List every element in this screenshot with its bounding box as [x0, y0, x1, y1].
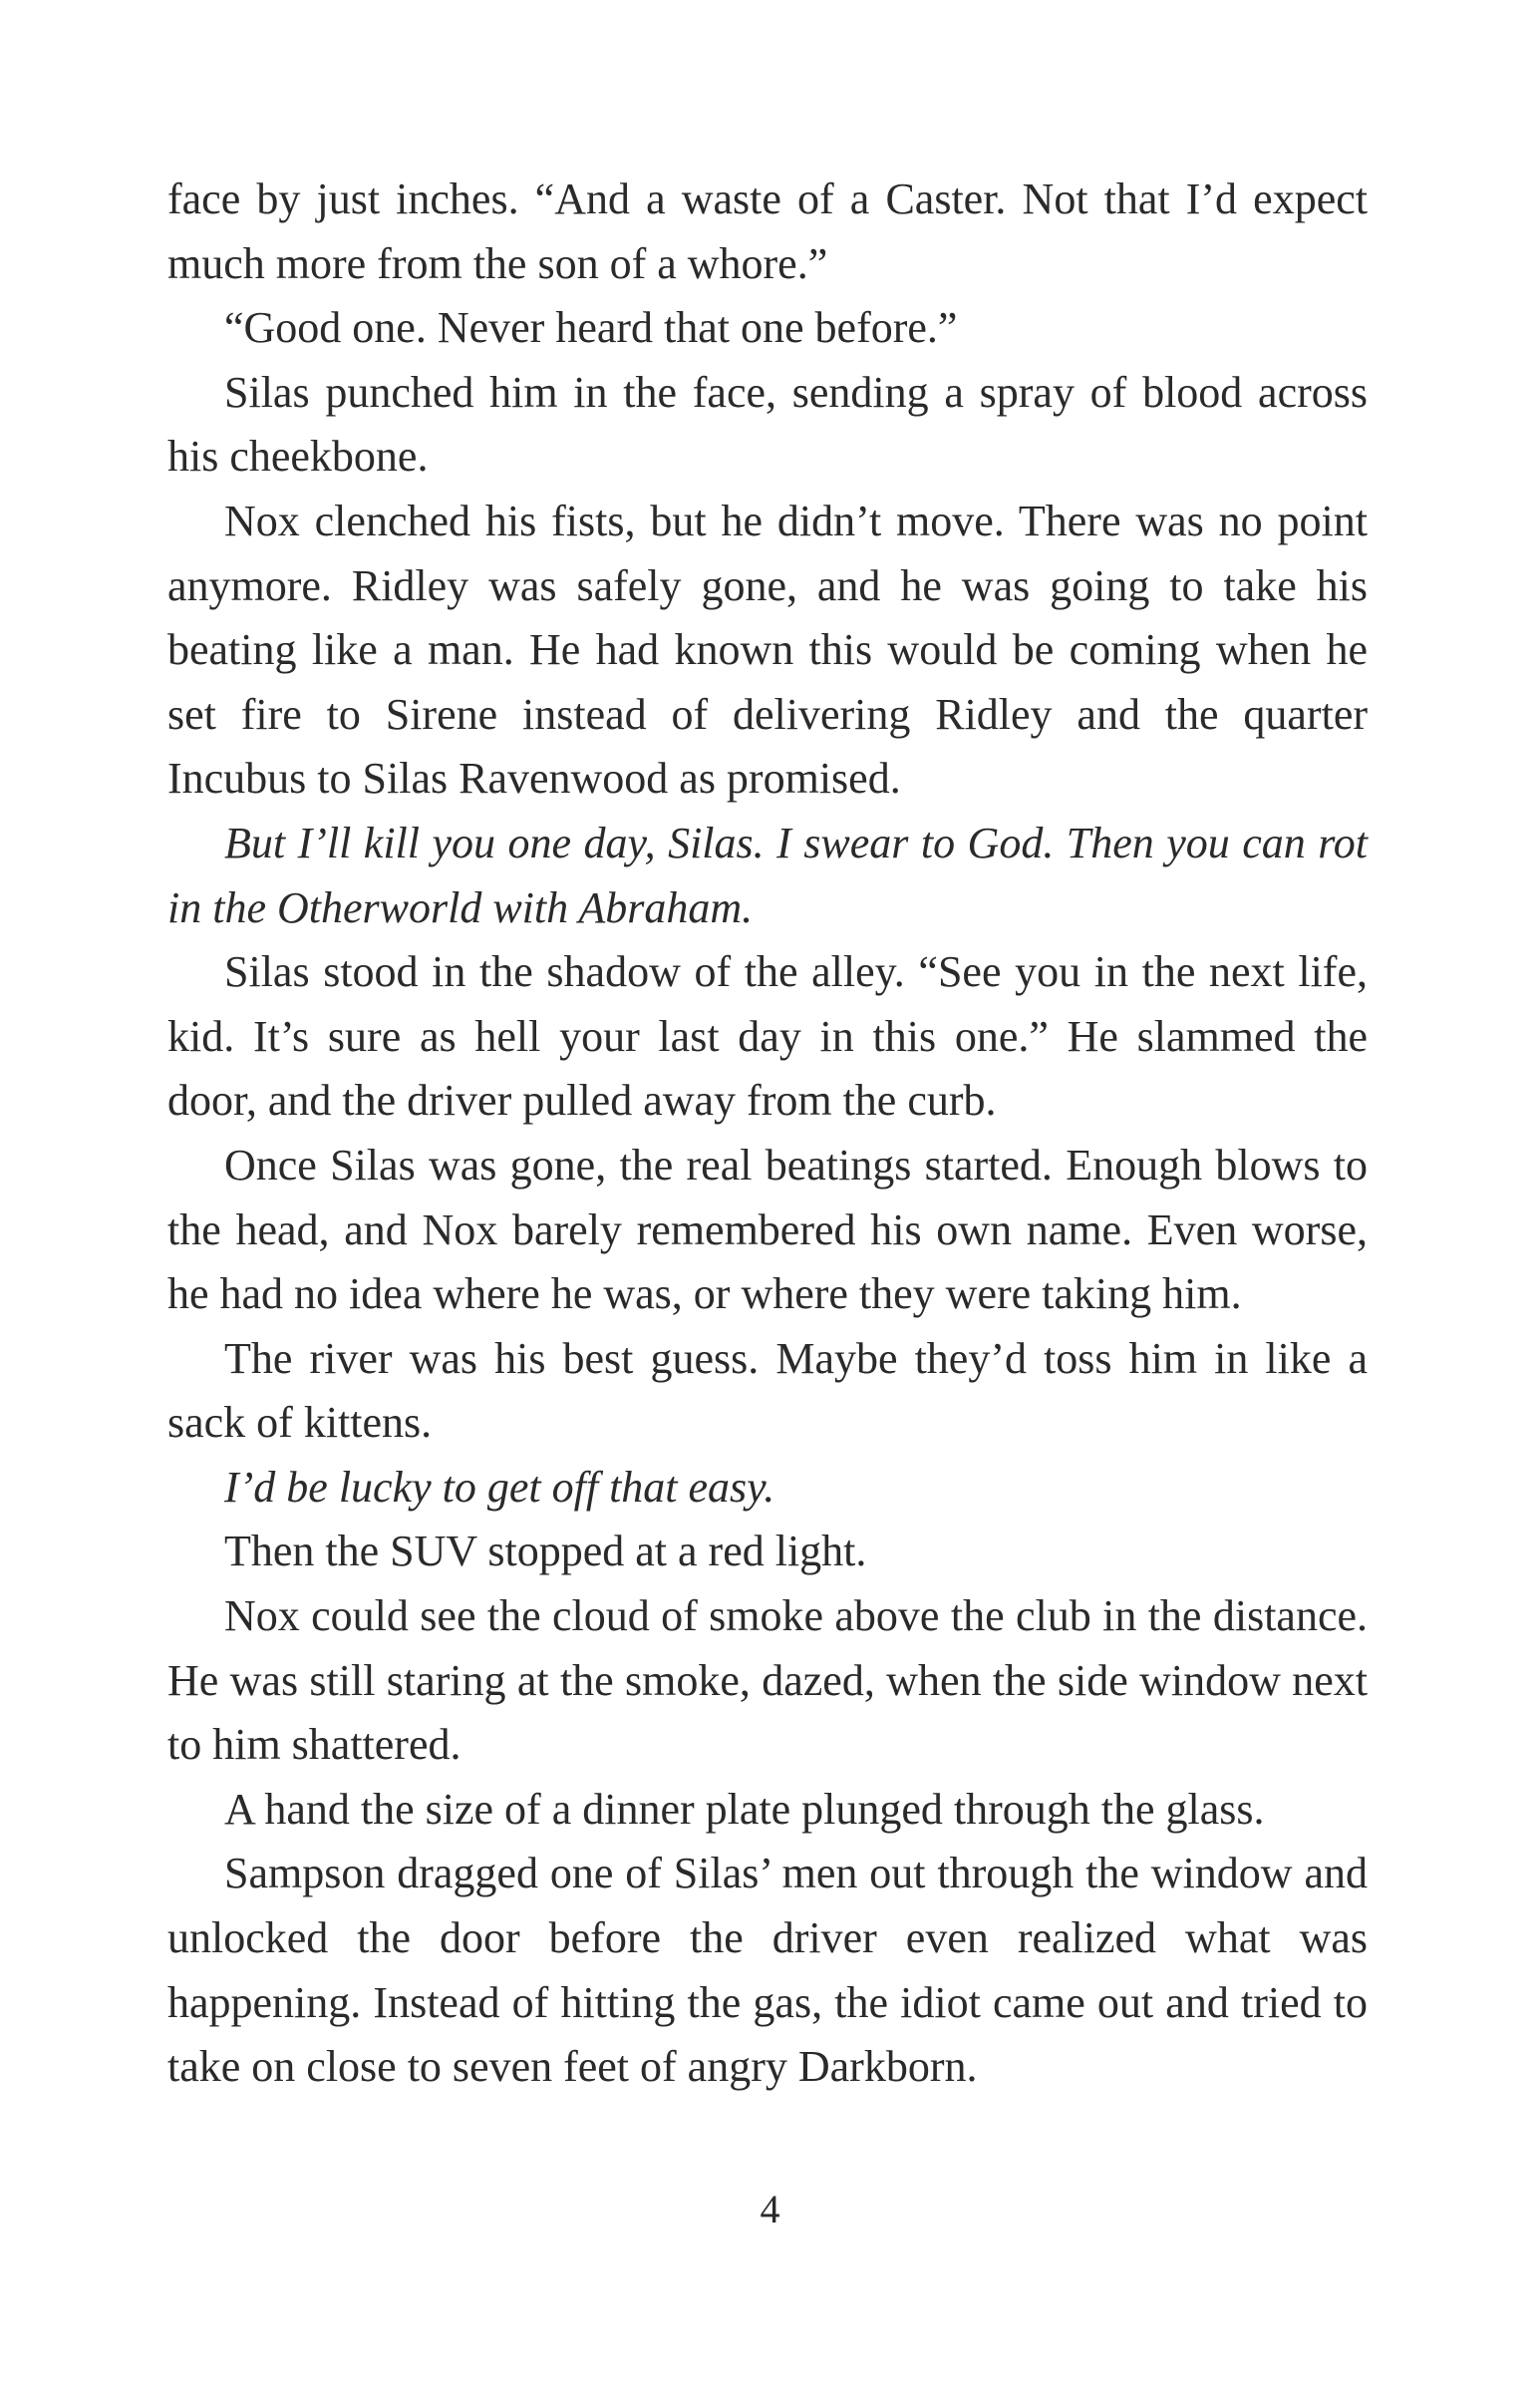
paragraph: Sampson dragged one of Silas’ men out through the window and unlocked the door before the driver even realized what was happening. Instead of hitting the gas, the idiot came out and tried to take on close to seven feet of angry Darkborn.: [167, 1849, 1368, 2092]
paragraph: Silas punched him in the face, sending a spray of blood across his cheekbone.: [167, 367, 1368, 482]
page-number: 4: [760, 2187, 780, 2231]
paragraph: Once Silas was gone, the real beatings started. Enough blows to the head, and Nox barely remembered his own name. Even worse, he had no idea where he was, or where they were taking him.: [167, 1140, 1368, 1319]
paragraph: “Good one. Never heard that one before.”: [224, 303, 958, 353]
paragraph: Silas stood in the shadow of the alley. “See you in the next life, kid. It’s sure as hell your last day in this one.” He slammed the door, and the driver pulled away from the curb.: [167, 947, 1368, 1126]
italic-thought-paragraph: But I’ll kill you one day, Silas. I swear to God. Then you can rot in the Otherworld with Abraham.: [167, 818, 1368, 932]
paragraph: Then the SUV stopped at a red light.: [224, 1527, 867, 1576]
italic-thought-paragraph: I’d be lucky to get off that easy.: [224, 1462, 775, 1512]
paragraph: Nox clenched his fists, but he didn’t move. There was no point anymore. Ridley was safely gone, and he was going to take his beating like a man. He had known this would be coming when he set fire to Sirene instead of delivering Ridley and the quarter Incubus to Silas Ravenwood as promised.: [167, 496, 1368, 804]
paragraph: face by just inches. “And a waste of a Caster. Not that I’d expect much more from the son of a whore.”: [167, 174, 1368, 288]
paragraph: The river was his best guess. Maybe they’d toss him in like a sack of kittens.: [167, 1333, 1368, 1448]
body-text: [167, 168, 1368, 2100]
paragraph: Nox could see the cloud of smoke above the club in the distance. He was still staring at the smoke, dazed, when the side window next to him shattered.: [167, 1591, 1368, 1770]
paragraph: A hand the size of a dinner plate plunged through the glass.: [224, 1784, 1265, 1834]
